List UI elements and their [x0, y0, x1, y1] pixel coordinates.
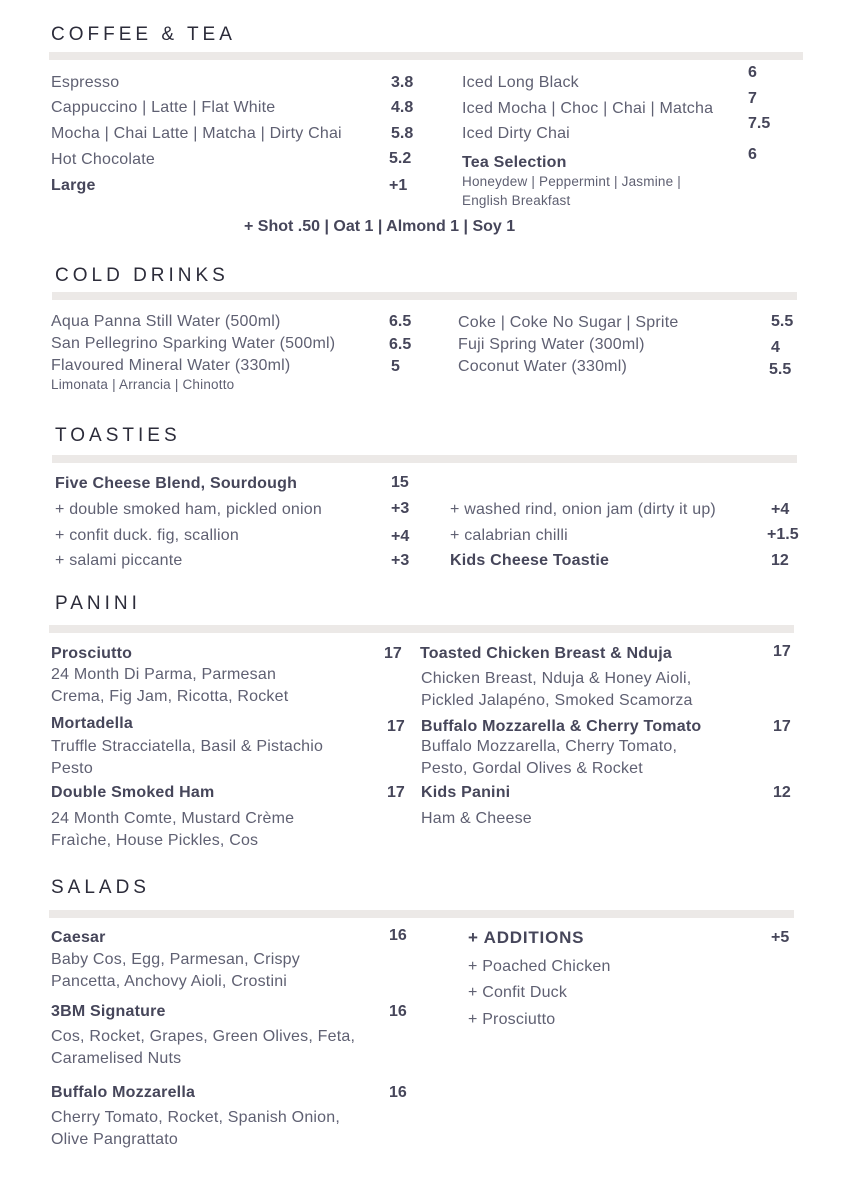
section-divider	[49, 625, 794, 633]
menu-item-name: + washed rind, onion jam (dirty it up)	[450, 501, 716, 518]
menu-item-name: San Pellegrino Sparking Water (500ml)	[51, 335, 336, 352]
menu-item-price: 3.8	[391, 74, 414, 91]
menu-item-price: 17	[773, 718, 791, 735]
menu-item-name: Buffalo Mozzarella & Cherry Tomato	[421, 718, 702, 735]
menu-item-price: 12	[771, 552, 789, 569]
additions-price: +5	[771, 929, 790, 946]
menu-item-price: 5.5	[769, 361, 792, 378]
menu-item-description: Buffalo Mozzarella, Cherry Tomato,	[421, 738, 678, 755]
menu-item-description: Cos, Rocket, Grapes, Green Olives, Feta,	[51, 1028, 356, 1045]
menu-item-name: Espresso	[51, 74, 120, 91]
menu-item-name: Aqua Panna Still Water (500ml)	[51, 313, 281, 330]
addition-item: + Poached Chicken	[468, 958, 611, 975]
menu-item-price: 17	[773, 643, 791, 660]
menu-item-name: Iced Long Black	[462, 74, 579, 91]
menu-item-name: Double Smoked Ham	[51, 784, 215, 801]
menu-item-description: Fraìche, House Pickles, Cos	[51, 832, 259, 849]
menu-item-description: Pickled Jalapéno, Smoked Scamorza	[421, 692, 693, 709]
menu-item-name: + double smoked ham, pickled onion	[55, 501, 322, 518]
menu-item-price: 4.8	[391, 99, 414, 116]
menu-item-price: 12	[773, 784, 791, 801]
menu-item-price: 5.8	[391, 125, 414, 142]
menu-item-name: Toasted Chicken Breast & Nduja	[420, 645, 672, 662]
menu-item-price: +3	[391, 552, 410, 569]
menu-item-price: +1	[389, 177, 408, 194]
menu-item-description: 24 Month Comte, Mustard Crème	[51, 810, 295, 827]
menu-item-name: Five Cheese Blend, Sourdough	[55, 475, 298, 492]
menu-item-name: Mortadella	[51, 715, 134, 732]
menu-item-name: Prosciutto	[51, 645, 133, 662]
menu-item-name: Hot Chocolate	[51, 151, 155, 168]
toasties-heading: TOASTIES	[55, 425, 181, 446]
coffee-extras: + Shot .50 | Oat 1 | Almond 1 | Soy 1	[244, 218, 516, 235]
menu-item-name: + salami piccante	[55, 552, 183, 569]
menu-item-price: 15	[391, 474, 409, 491]
menu-item-name: Iced Mocha | Choc | Chai | Matcha	[462, 100, 714, 117]
flavour-list: Limonata | Arrancia | Chinotto	[51, 377, 235, 392]
menu-item-name: Fuji Spring Water (300ml)	[458, 336, 645, 353]
menu-item-price: 5	[391, 358, 400, 375]
salads-heading: SALADS	[51, 877, 150, 898]
menu-item-price: 6	[748, 64, 757, 81]
menu-item-name: Buffalo Mozzarella	[51, 1084, 196, 1101]
menu-item-description: Truffle Stracciatella, Basil & Pistachio	[51, 738, 324, 755]
menu-item-description: Cherry Tomato, Rocket, Spanish Onion,	[51, 1109, 341, 1126]
menu-item-description: Caramelised Nuts	[51, 1050, 182, 1067]
menu-item-price: +4	[391, 528, 410, 545]
cold-drinks-heading: COLD DRINKS	[55, 265, 229, 286]
panini-heading: PANINI	[55, 593, 141, 614]
menu-item-price: 6.5	[389, 336, 412, 353]
menu-item-name: Caesar	[51, 929, 106, 946]
menu-item-price: 5.5	[771, 313, 794, 330]
menu-item-name: Flavoured Mineral Water (330ml)	[51, 357, 291, 374]
menu-item-name: Tea Selection	[462, 154, 567, 171]
menu-item-description: Chicken Breast, Nduja & Honey Aioli,	[421, 670, 692, 687]
menu-item-description: Crema, Fig Jam, Ricotta, Rocket	[51, 688, 289, 705]
menu-item-price: +3	[391, 500, 410, 517]
menu-item-name: + confit duck. fig, scallion	[55, 527, 239, 544]
section-divider	[52, 292, 797, 300]
menu-item-price: 5.2	[389, 150, 412, 167]
menu-item-name: Kids Cheese Toastie	[450, 552, 610, 569]
menu-item-price: 17	[384, 645, 402, 662]
menu-item-description: Pesto	[51, 760, 93, 777]
section-divider	[52, 455, 797, 463]
menu-item-description: Pancetta, Anchovy Aioli, Crostini	[51, 973, 288, 990]
additions-title: + ADDITIONS	[468, 928, 585, 947]
menu-item-name: Coconut Water (330ml)	[458, 358, 627, 375]
section-divider	[49, 52, 803, 60]
menu-item-price: 7.5	[748, 115, 771, 132]
menu-item-description: Ham & Cheese	[421, 810, 532, 827]
menu-item-price: 6	[748, 146, 757, 163]
menu-item-description: Olive Pangrattato	[51, 1131, 179, 1148]
menu-item-description: 24 Month Di Parma, Parmesan	[51, 666, 277, 683]
menu-item-price: 16	[389, 1003, 407, 1020]
menu-item-price: +1.5	[767, 526, 799, 543]
menu-item-price: 16	[389, 1084, 407, 1101]
menu-item-name: + calabrian chilli	[450, 527, 568, 544]
menu-item-name: Mocha | Chai Latte | Matcha | Dirty Chai	[51, 125, 342, 142]
menu-item-name: Cappuccino | Latte | Flat White	[51, 99, 276, 116]
menu-item-description: Baby Cos, Egg, Parmesan, Crispy	[51, 951, 300, 968]
menu-item-price: 4	[771, 339, 780, 356]
menu-item-name: 3BM Signature	[51, 1003, 166, 1020]
addition-item: + Confit Duck	[468, 984, 568, 1001]
menu-item-description: Pesto, Gordal Olives & Rocket	[421, 760, 643, 777]
menu-item-name: Iced Dirty Chai	[462, 125, 570, 142]
addition-item: + Prosciutto	[468, 1011, 556, 1028]
tea-varieties: Honeydew | Peppermint | Jasmine |	[462, 174, 681, 189]
section-divider	[49, 910, 794, 918]
menu-item-price: 7	[748, 90, 757, 107]
menu-item-price: 17	[387, 718, 405, 735]
menu-item-price: 6.5	[389, 313, 412, 330]
coffee-heading: COFFEE & TEA	[51, 24, 236, 45]
menu-item-name: Coke | Coke No Sugar | Sprite	[458, 314, 679, 331]
menu-item-price: +4	[771, 501, 790, 518]
menu-item-name: Large	[51, 177, 96, 194]
menu-item-name: Kids Panini	[421, 784, 511, 801]
tea-varieties: English Breakfast	[462, 193, 571, 208]
menu-item-price: 17	[387, 784, 405, 801]
menu-item-price: 16	[389, 927, 407, 944]
